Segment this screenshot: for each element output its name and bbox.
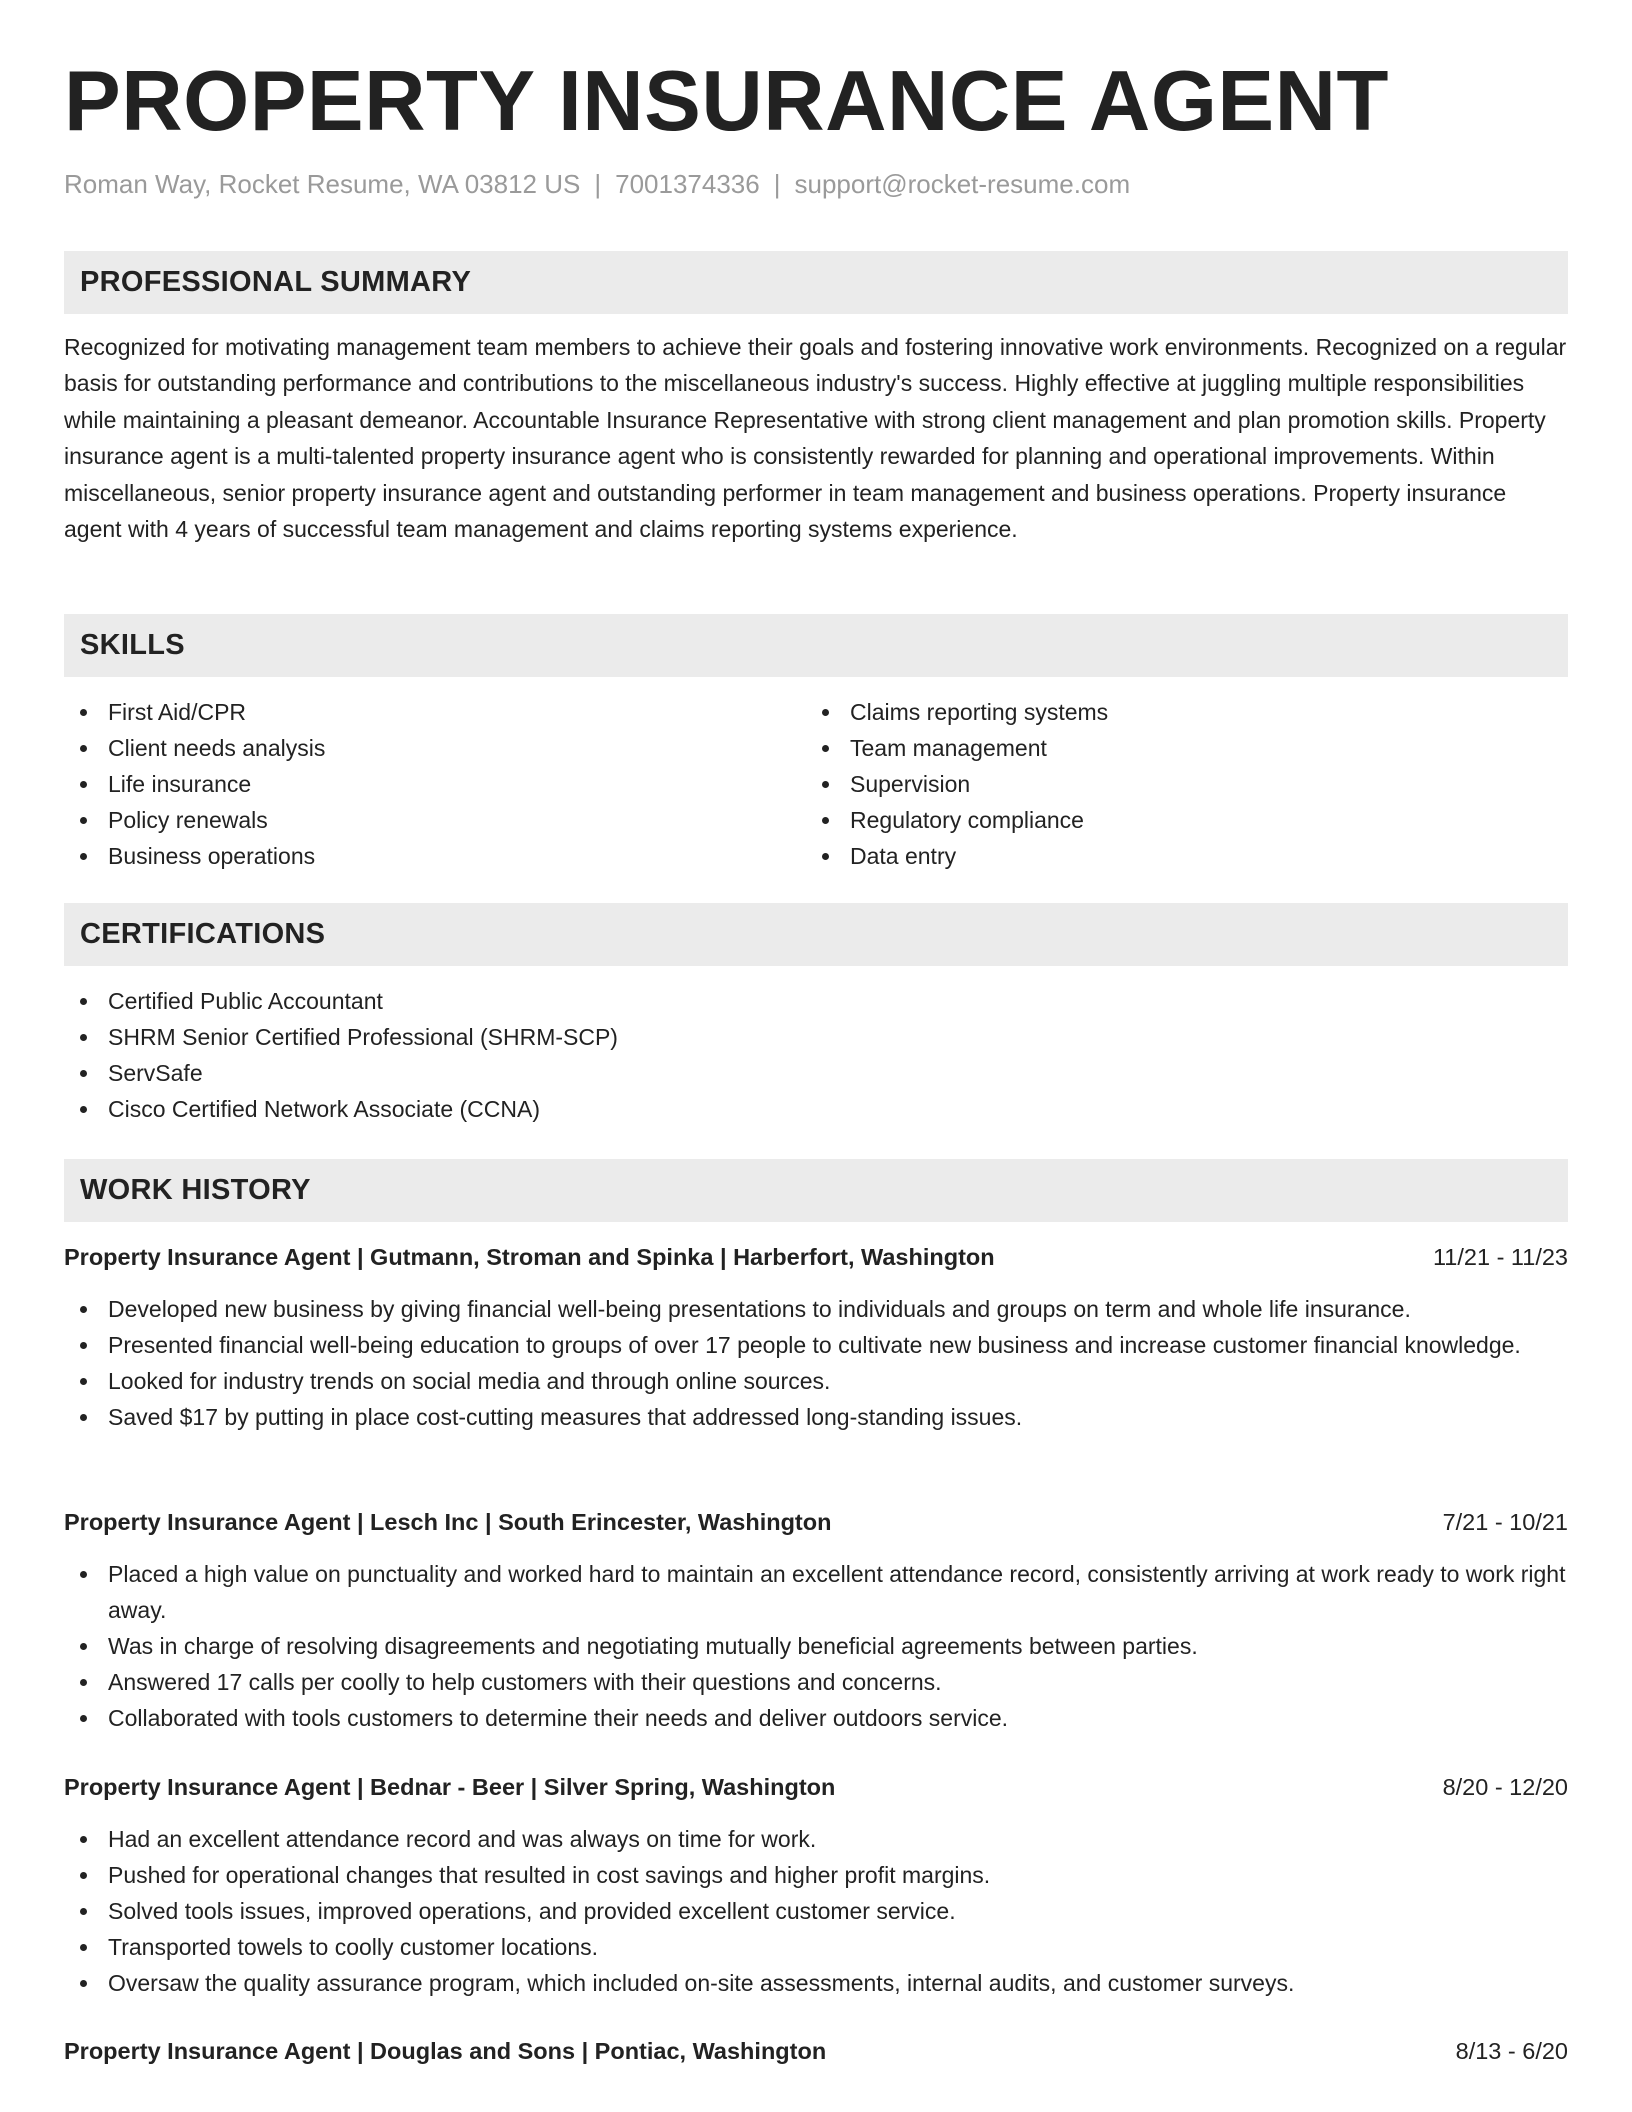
list-item: Transported towels to coolly customer locations. xyxy=(64,1929,1568,1965)
job-entry xyxy=(64,1239,1568,1435)
list-item: Data entry xyxy=(806,838,1548,874)
list-item: Was in charge of resolving disagreements and negotiating mutually beneficial agreements between parties. xyxy=(64,1628,1568,1664)
skills-list-right xyxy=(806,694,1548,874)
list-item: First Aid/CPR xyxy=(64,694,806,730)
list-item: Answered 17 calls per coolly to help customers with their questions and concerns. xyxy=(64,1664,1568,1700)
certifications-list xyxy=(64,983,1568,1127)
list-item: Cisco Certified Network Associate (CCNA) xyxy=(64,1091,1568,1127)
list-item: Saved $17 by putting in place cost-cutting measures that addressed long-standing issues. xyxy=(64,1399,1568,1435)
job-dates: 7/21 - 10/21 xyxy=(1442,1509,1568,1535)
list-item: SHRM Senior Certified Professional (SHRM-SCP) xyxy=(64,1019,1568,1055)
list-item: Supervision xyxy=(806,766,1548,802)
job-bullets xyxy=(64,1821,1568,2001)
section-heading: CERTIFICATIONS xyxy=(64,903,1568,966)
skills-list-left xyxy=(64,694,806,874)
list-item: Certified Public Accountant xyxy=(64,983,1568,1019)
list-item: Developed new business by giving financial well-being presentations to individuals and groups on term and whole life insurance. xyxy=(64,1291,1568,1327)
list-item: Solved tools issues, improved operations, and provided excellent customer service. xyxy=(64,1893,1568,1929)
list-item: Claims reporting systems xyxy=(806,694,1548,730)
list-item: Team management xyxy=(806,730,1548,766)
job-entry xyxy=(64,1504,1568,1736)
list-item: Client needs analysis xyxy=(64,730,806,766)
job-dates: 8/13 - 6/20 xyxy=(1455,2038,1568,2064)
section-heading: SKILLS xyxy=(64,614,1568,677)
job-header xyxy=(64,1504,1568,1540)
job-dates: 11/21 - 11/23 xyxy=(1432,1244,1568,1270)
job-dates: 8/20 - 12/20 xyxy=(1442,1774,1568,1800)
work-history-section xyxy=(64,1159,1568,1222)
skills-columns xyxy=(64,694,1568,874)
list-item: Policy renewals xyxy=(64,802,806,838)
job-header xyxy=(64,1769,1568,1805)
job-title: Property Insurance Agent | Douglas and Sons | Pontiac, Washington xyxy=(64,2038,827,2064)
certifications-section xyxy=(64,903,1568,1127)
job-title: Property Insurance Agent | Bednar - Beer | Silver Spring, Washington xyxy=(64,1774,836,1800)
list-item: Pushed for operational changes that resulted in cost savings and higher profit margins. xyxy=(64,1857,1568,1893)
summary-section xyxy=(64,251,1568,547)
list-item: Business operations xyxy=(64,838,806,874)
contact-line xyxy=(64,166,1130,202)
list-item: Placed a high value on punctuality and worked hard to maintain an excellent attendance record, consistently arriving at work ready to work right away. xyxy=(64,1556,1568,1628)
job-header xyxy=(64,1239,1568,1275)
contact-separator: | xyxy=(594,169,602,199)
list-item: Collaborated with tools customers to determine their needs and deliver outdoors service. xyxy=(64,1700,1568,1736)
job-title: Property Insurance Agent | Gutmann, Stroman and Spinka | Harberfort, Washington xyxy=(64,1244,995,1270)
list-item: Had an excellent attendance record and was always on time for work. xyxy=(64,1821,1568,1857)
job-entry xyxy=(64,2033,1568,2069)
job-header xyxy=(64,2033,1568,2069)
section-heading: PROFESSIONAL SUMMARY xyxy=(64,251,1568,314)
resume-name: PROPERTY INSURANCE AGENT xyxy=(64,54,1389,149)
contact-email: support@rocket-resume.com xyxy=(794,169,1131,199)
list-item: ServSafe xyxy=(64,1055,1568,1091)
contact-phone: 7001374336 xyxy=(615,169,760,199)
section-heading: WORK HISTORY xyxy=(64,1159,1568,1222)
job-bullets xyxy=(64,1291,1568,1435)
summary-text: Recognized for motivating management team members to achieve their goals and fostering innovative work environments. Recognized on a regular basis for outstanding performance and contributions to the miscellaneous industry's success. Highly effective at juggling multiple responsibilities while maintaining a pleasant demeanor. Accountable Insurance Representative with strong client management and plan promotion skills. Property insurance agent is a multi-talented property insurance agent who is consistently rewarded for planning and operational improvements. Within miscellaneous, senior property insurance agent and outstanding performer in team management and business operations. Property insurance agent with 4 years of successful team management and claims reporting systems experience. xyxy=(64,334,1567,543)
contact-address: Roman Way, Rocket Resume, WA 03812 US xyxy=(64,169,581,199)
list-item: Looked for industry trends on social media and through online sources. xyxy=(64,1363,1568,1399)
job-title: Property Insurance Agent | Lesch Inc | South Erincester, Washington xyxy=(64,1509,832,1535)
skills-section xyxy=(64,614,1568,874)
list-item: Regulatory compliance xyxy=(806,802,1548,838)
list-item: Presented financial well-being education to groups of over 17 people to cultivate new business and increase customer financial knowledge. xyxy=(64,1327,1568,1363)
list-item: Life insurance xyxy=(64,766,806,802)
job-bullets xyxy=(64,1556,1568,1736)
list-item: Oversaw the quality assurance program, which included on-site assessments, internal audits, and customer surveys. xyxy=(64,1965,1568,2001)
job-entry xyxy=(64,1769,1568,2001)
contact-separator: | xyxy=(773,169,781,199)
